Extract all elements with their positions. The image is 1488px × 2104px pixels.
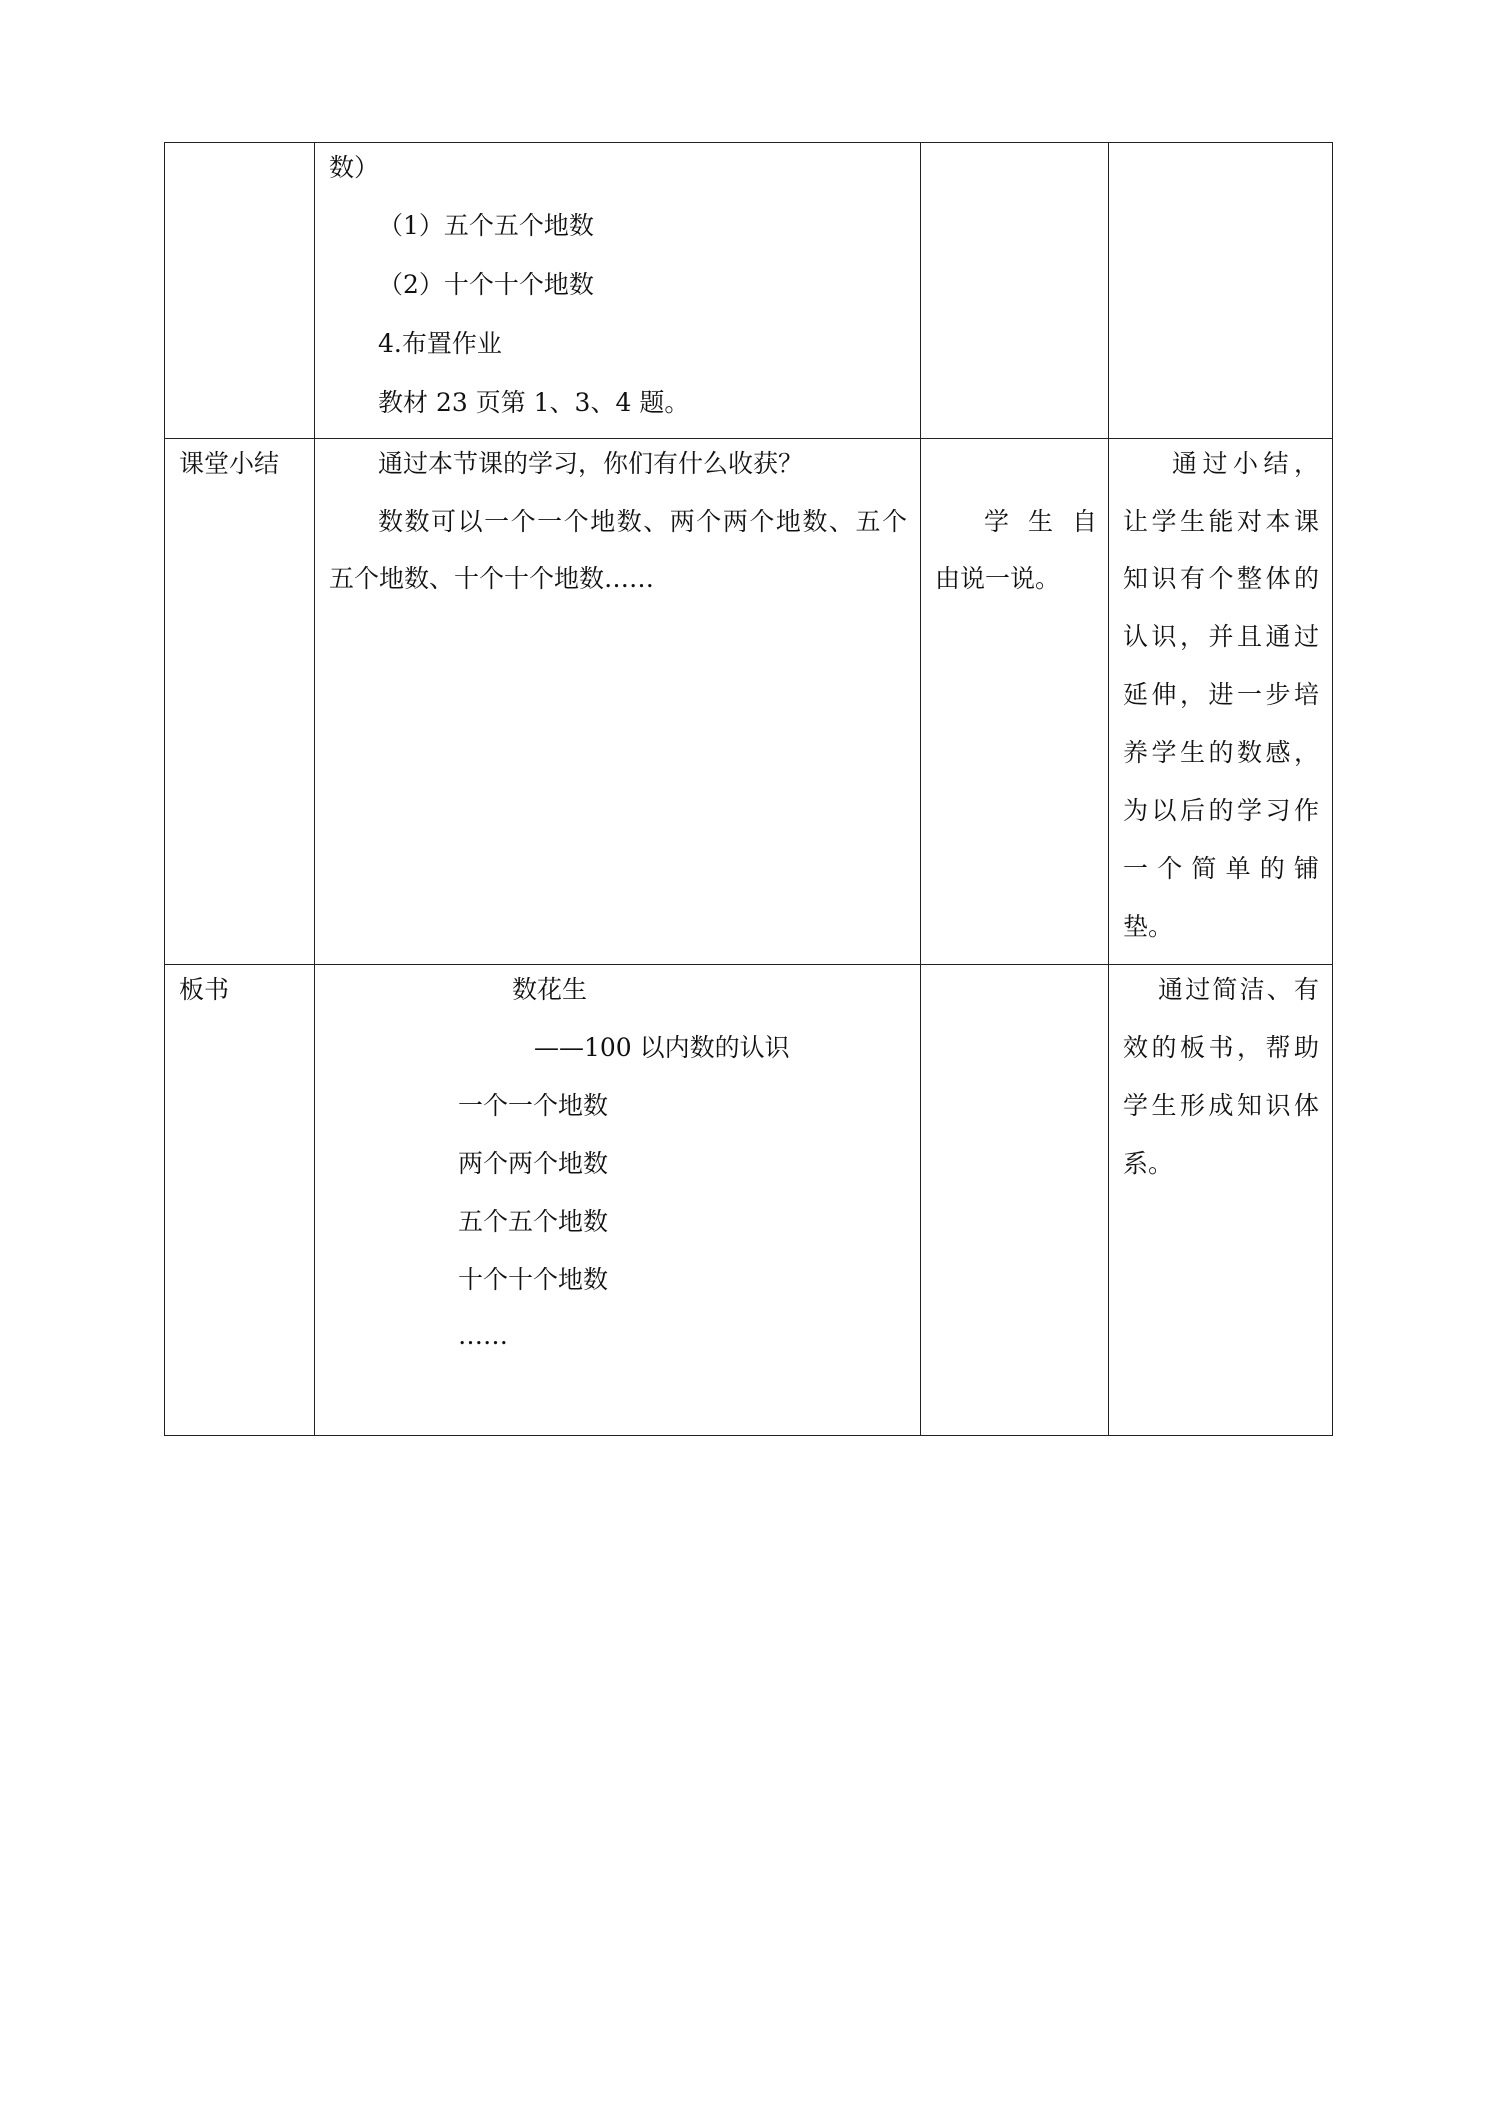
content-line: 数数可以一个一个地数、两个两个地数、五个 [378,507,907,536]
table-row-summary [165,439,1333,965]
section-label: 板书 [179,975,230,1004]
student-activity-cell [921,439,1109,965]
content-line: （1）五个五个地数 [378,211,594,240]
lesson-plan-table [164,142,1333,1436]
label-cell [165,965,315,1436]
intent-line: 学生形成知识体 [1123,1091,1319,1120]
design-intent-cell [1109,965,1333,1436]
intent-line: 为以后的学习作 [1123,796,1319,825]
content-line: 五个地数、十个十个地数…… [329,564,655,593]
student-activity-cell [921,143,1109,439]
board-title: 数花生 [512,975,588,1004]
content-line: （2）十个十个地数 [378,270,594,299]
student-activity-cell [921,965,1109,1436]
design-intent-cell [1109,143,1333,439]
intent-line: 系。 [1123,1149,1174,1178]
board-line: …… [458,1321,508,1350]
content-cell [315,965,921,1436]
content-cell [315,439,921,965]
intent-line: 养学生的数感， [1123,738,1319,767]
section-label: 课堂小结 [179,449,280,478]
student-line: 由说一说。 [935,564,1061,593]
label-cell [165,439,315,965]
board-line: 两个两个地数 [458,1149,609,1178]
content-line: 4.布置作业 [378,329,502,358]
intent-line: 一 个 简 单 的 铺 [1123,854,1319,883]
intent-line: 垫。 [1123,912,1174,941]
content-line: 数） [329,153,380,182]
table-row-blackboard [165,965,1333,1436]
design-intent-cell [1109,439,1333,965]
intent-line: 让学生能对本课 [1123,507,1319,536]
content-line: 教材 23 页第 1、3、4 题。 [378,388,690,417]
intent-line: 效的板书，帮助 [1123,1033,1319,1062]
label-cell [165,143,315,439]
student-line: 学 生 自 [984,507,1097,536]
intent-line: 通过小结， [1172,449,1319,478]
table-row-continuation [165,143,1333,439]
intent-line: 认识，并且通过 [1123,622,1319,651]
intent-line: 通过简洁、有 [1158,975,1319,1004]
board-line: 五个五个地数 [458,1207,609,1236]
board-subtitle: ——100 以内数的认识 [534,1033,790,1062]
content-cell [315,143,921,439]
content-line: 通过本节课的学习，你们有什么收获？ [378,449,804,478]
board-line: 一个一个地数 [458,1091,609,1120]
board-line: 十个十个地数 [458,1265,609,1294]
intent-line: 延伸，进一步培 [1123,680,1319,709]
intent-line: 知识有个整体的 [1123,564,1319,593]
